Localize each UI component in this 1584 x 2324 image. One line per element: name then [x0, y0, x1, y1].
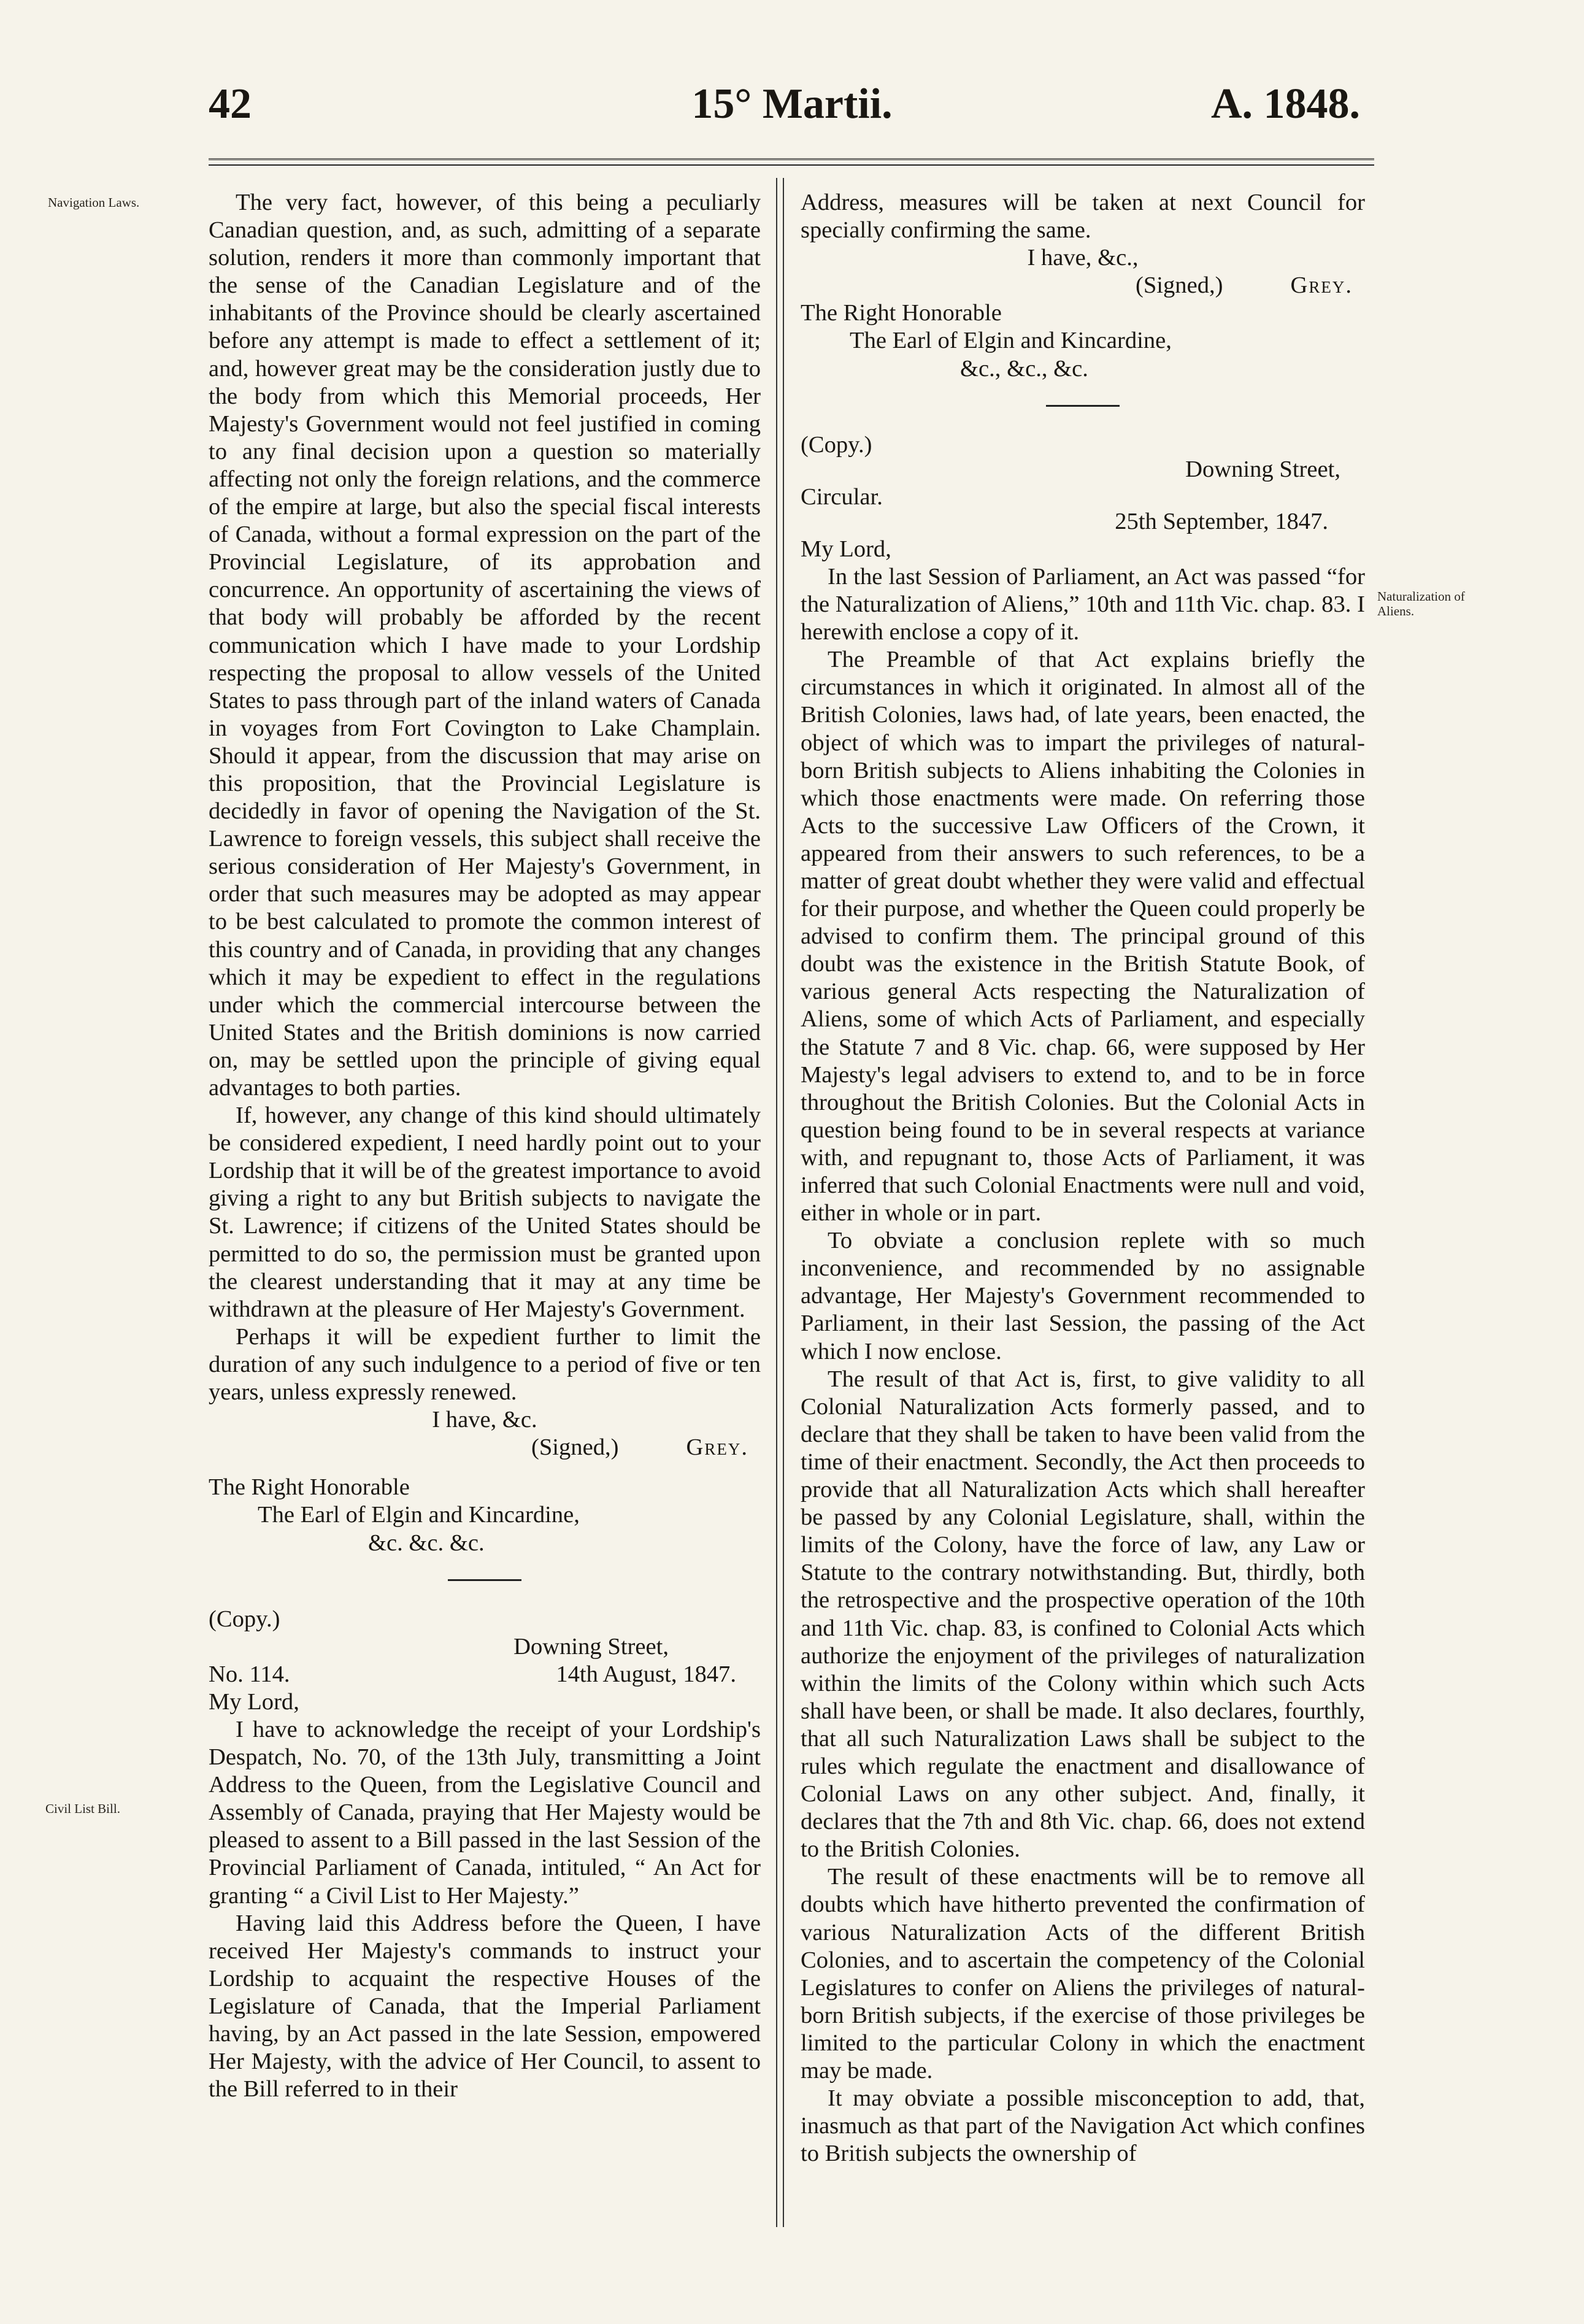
signed-label: (Signed,)	[531, 1434, 619, 1461]
margin-note-naturalization: Naturalization of Aliens.	[1377, 589, 1465, 618]
column-divider	[776, 178, 777, 2227]
addressee-line-3: &c. &c. &c.	[368, 1529, 485, 1556]
section-divider	[448, 1579, 521, 1581]
column-divider-inner	[783, 178, 784, 2227]
paragraph: Having laid this Address before the Queen, I have received Her Majesty's commands to instruct your Lordship to acquaint the respective Houses of the Legislature of Canada, that the Imperial Parliament having, by an Act passed in the late Session, empowered Her Majesty, with the advice of Her Council, to assent to the Bill referred to in their	[209, 1910, 761, 2103]
paragraph: In the last Session of Parliament, an Act was passed “for the Naturalization of Aliens,” 10th and 11th Vic. chap. 83. I herewith enclose a copy of it.	[801, 563, 1365, 645]
signed-label: (Signed,)	[1135, 272, 1223, 299]
closing: I have, &c.,	[1027, 245, 1139, 271]
number-date-row	[209, 1661, 761, 1688]
addressee-line-3: &c., &c., &c.	[960, 355, 1088, 382]
paragraph: Address, measures will be taken at next Council for specially confirming the same.	[801, 190, 1365, 244]
signer-name: Grey.	[686, 1434, 748, 1461]
letter-date: 14th August, 1847.	[556, 1661, 736, 1687]
signer-name: Grey.	[1290, 272, 1353, 299]
margin-note-civil-list-bill: Civil List Bill.	[45, 1801, 120, 1816]
paragraph: Perhaps it will be expedient further to limit the duration of any such indulgence to a period of five or ten years, unless expressly renewed.	[209, 1323, 761, 1406]
addressee-line-1: The Right Honorable	[801, 300, 1002, 326]
left-column	[209, 189, 761, 2103]
copy-location-row	[801, 431, 1365, 483]
header-year: A. 1848.	[1210, 80, 1360, 128]
paragraph: The very fact, however, of this being a peculiarly Canadian question, and, as such, admitting of a separate solution, renders it more than commonly important that the sense of the Canadian Legislature and of the inhabitants of the Province should be clearly ascertained before any attempt is made to effect a settlement of it; and, however great may be the consideration justly due to the body from which this Memorial proceeds, Her Majesty's Government would not feel justified in coming to any final decision upon a question so materially affecting not only the foreign relations, and the commerce of the empire at large, but also the special fiscal interests of Canada, without a formal expression on the part of the Provincial Legislature, of its approbation and concurrence. An opportunity of ascertaining the views of that body will probably be afforded by the recent communication which I have made to your Lordship respecting the proposal to allow vessels of the United States to pass through part of the inland waters of Canada in voyages from Fort Covington to Lake Champlain. Should it appear, from the discussion that may arise on this proposition, that the Provincial Legislature is decidedly in favor of opening the Navigation of the St. Lawrence to foreign vessels, this subject shall receive the serious consideration of Her Majesty's Government, in order that such measures may be adopted as may appear to be best calculated to promote the common interest of this country and of Canada, in providing that any changes which it may be expedient to effect in the regulations under which the commercial intercourse between the United States and the British dominions is now carried on, may be settled upon the principle of giving equal advantages to both parties.	[209, 190, 761, 1101]
addressee-line-2: The Earl of Elgin and Kincardine,	[850, 328, 1172, 354]
copy-label: (Copy.)	[801, 431, 872, 458]
header-rule-thin	[209, 164, 1374, 166]
paragraph: To obviate a conclusion replete with so much inconvenience, and recommended by no assignable advantage, Her Majesty's Government recommended to Parliament, in their last Session, the passing of the Act which I now enclose.	[801, 1228, 1365, 1364]
salutation: My Lord,	[209, 1688, 299, 1715]
paragraph: The result of these enactments will be to remove all doubts which have hitherto prevented the confirmation of various Naturalization Acts of the different British Colonies, and to ascertain the competency of the Colonial Legislatures to confer on Aliens the privileges of natural-born British subjects, if the exercise of those privileges be limited to the particular Colony in which the enactment may be made.	[801, 1864, 1365, 2084]
page-number: 42	[209, 80, 252, 128]
paragraph: It may obviate a possible misconception to add, that, inasmuch as that part of the Navigation Act which confines to British subjects the ownership of	[801, 2085, 1365, 2167]
page-header	[0, 80, 1584, 141]
circular-date-row	[801, 483, 1365, 536]
letter-number: No. 114.	[209, 1661, 290, 1687]
addressee-line-1: The Right Honorable	[209, 1474, 410, 1501]
header-date: 15° Martii.	[691, 80, 893, 128]
addressee-line-2: The Earl of Elgin and Kincardine,	[258, 1502, 580, 1528]
right-column	[801, 189, 1365, 2168]
header-rule	[209, 158, 1374, 160]
letter-location: Downing Street,	[513, 1633, 669, 1660]
signature-line	[801, 272, 1365, 299]
paragraph: I have to acknowledge the receipt of your Lordship's Despatch, No. 70, of the 13th July, transmitting a Joint Address to the Queen, from the Legislative Council and Assembly of Canada, praying that Her Majesty would be pleased to assent to a Bill passed in the last Session of the Provincial Parliament of Canada, intituled, “ An Act for granting “ a Civil List to Her Majesty.”	[209, 1716, 761, 1909]
paragraph: If, however, any change of this kind should ultimately be considered expedient, I need hardly point out to your Lordship that it will be of the greatest importance to avoid giving a right to any but British subjects to navigate the St. Lawrence; if citizens of the United States should be permitted to do so, the permission must be granted upon the clearest understanding that it may at any time be withdrawn at the pleasure of Her Majesty's Government.	[209, 1102, 761, 1322]
paragraph: The Preamble of that Act explains briefly the circumstances in which it originated. In almost all of the British Colonies, laws had, of late years, been enacted, the object of which was to impart the privileges of natural-born British subjects to Aliens inhabiting the Colonies in which those enactments were made. On referring those Acts to the successive Law Officers of the Crown, it appeared from their answers to such references, to be a matter of great doubt whether they were valid and effectual for their purpose, and whether the Queen could properly be advised to confirm them. The principal ground of this doubt was the existence in the British Statute Book, of various general Acts respecting the Naturalization of Aliens, some of which Acts of Parliament, and especially the Statute 7 and 8 Vic. chap. 66, were supposed by Her Majesty's legal advisers to extend to, and to be in force throughout the British Colonies. But the Colonial Acts in question being found to be in several respects at variance with, and repugnant to, those Acts of Parliament, it was inferred that such Colonial Enactments were null and void, either in whole or in part.	[801, 647, 1365, 1226]
circular-label: Circular.	[801, 483, 883, 510]
margin-note-navigation-laws: Navigation Laws.	[48, 195, 140, 210]
section-divider	[1046, 405, 1120, 407]
signature-line	[209, 1434, 761, 1461]
paragraph: The result of that Act is, first, to give validity to all Colonial Naturalization Acts formerly passed, and to declare that they shall be taken to have been valid from the time of their enactment. Secondly, the Act then proceeds to provide that all Naturalization Acts which shall hereafter be passed by any Colonial Legislature, shall, within the limits of the Colony, have the force of law, any Law or Statute to the contrary notwithstanding. But, thirdly, both the retrospective and the prospective operation of the 10th and 11th Vic. chap. 83, is confined to Colonial Acts which authorize the enjoyment of the privileges of naturalization within the limits of the Colony within which such Acts shall have been, or shall be made. It also declares, fourthly, that all such Naturalization Laws shall be subject to the rules which regulate the enactment and disallowance of Colonial Laws on any other subject. And, finally, it declares that the 7th and 8th Vic. chap. 66, does not extend to the British Colonies.	[801, 1366, 1365, 1863]
letter-location: Downing Street,	[1185, 456, 1340, 482]
closing: I have, &c.	[432, 1407, 537, 1433]
copy-label: (Copy.)	[209, 1606, 280, 1632]
letter-date: 25th September, 1847.	[1115, 508, 1328, 534]
salutation: My Lord,	[801, 536, 891, 562]
